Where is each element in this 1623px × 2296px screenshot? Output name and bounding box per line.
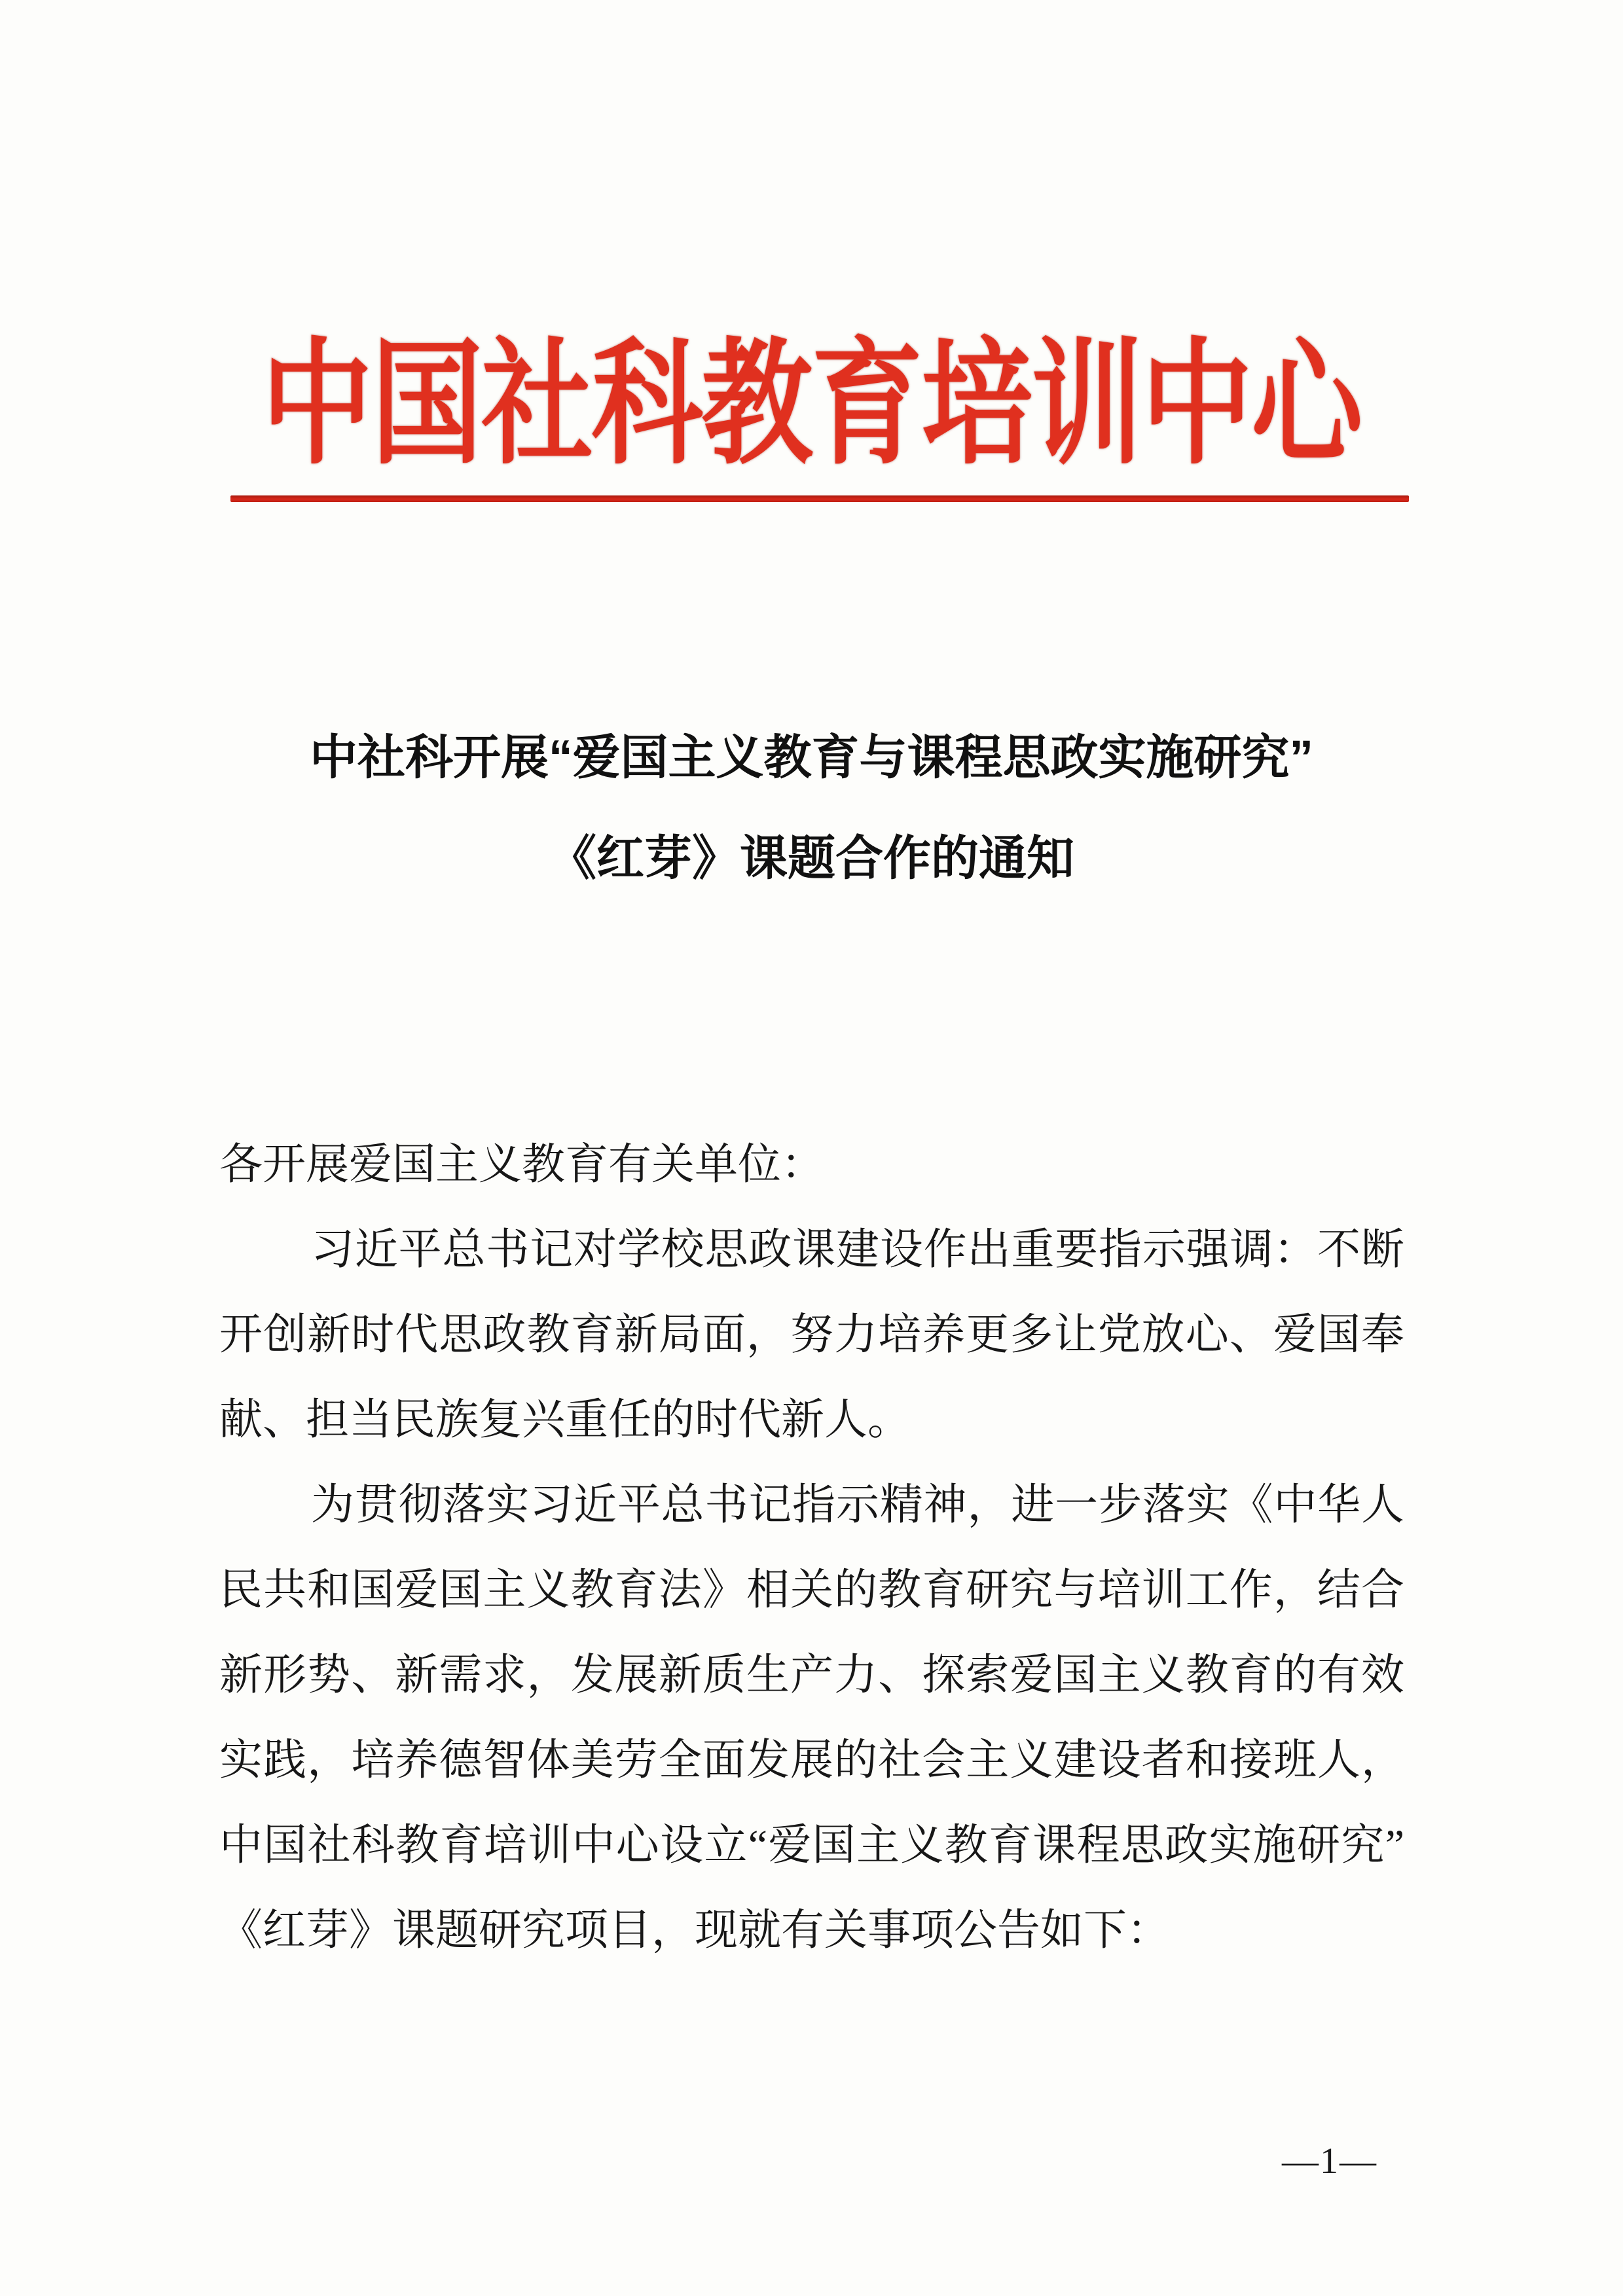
doc-title-line-2: 《红芽》课题合作的通知 [549,832,1074,885]
body-line-5: 为贯彻落实习近平总书记指示精神，进一步落实《中华人 [311,1481,1404,1529]
letterhead-org-name [0,329,1623,480]
body-text [219,1122,1404,1973]
doc-title-line-1: 中社科开展“爱国主义教育与课程思政实施研究” [310,731,1313,784]
body-line-9: 中国社科教育培训中心设立“爱国主义教育课程思政实施研究” [219,1821,1404,1869]
letterhead-org-name-text: 中国社科教育培训中心 [261,329,1362,480]
body-line-1: 各开展爱国主义教育有关单位： [219,1141,824,1189]
body-line-2: 习近平总书记对学校思政课建设作出重要指示强调：不断 [311,1226,1404,1274]
page-number: —1— [1282,2141,1377,2181]
body-line-6: 民共和国爱国主义教育法》相关的教育研究与培训工作，结合 [219,1566,1404,1614]
body-line-8: 实践，培养德智体美劳全面发展的社会主义建设者和接班人， [219,1736,1404,1784]
letterhead-rule-divider [230,495,1409,502]
body-line-7: 新形势、新需求，发展新质生产力、探索爱国主义教育的有效 [219,1651,1404,1699]
body-line-4: 献、担当民族复兴重任的时代新人。 [219,1396,911,1444]
body-line-10: 《红芽》课题研究项目，现就有关事项公告如下： [219,1907,1170,1954]
body-line-3: 开创新时代思政教育新局面，努力培养更多让党放心、爱国奉 [219,1311,1404,1359]
